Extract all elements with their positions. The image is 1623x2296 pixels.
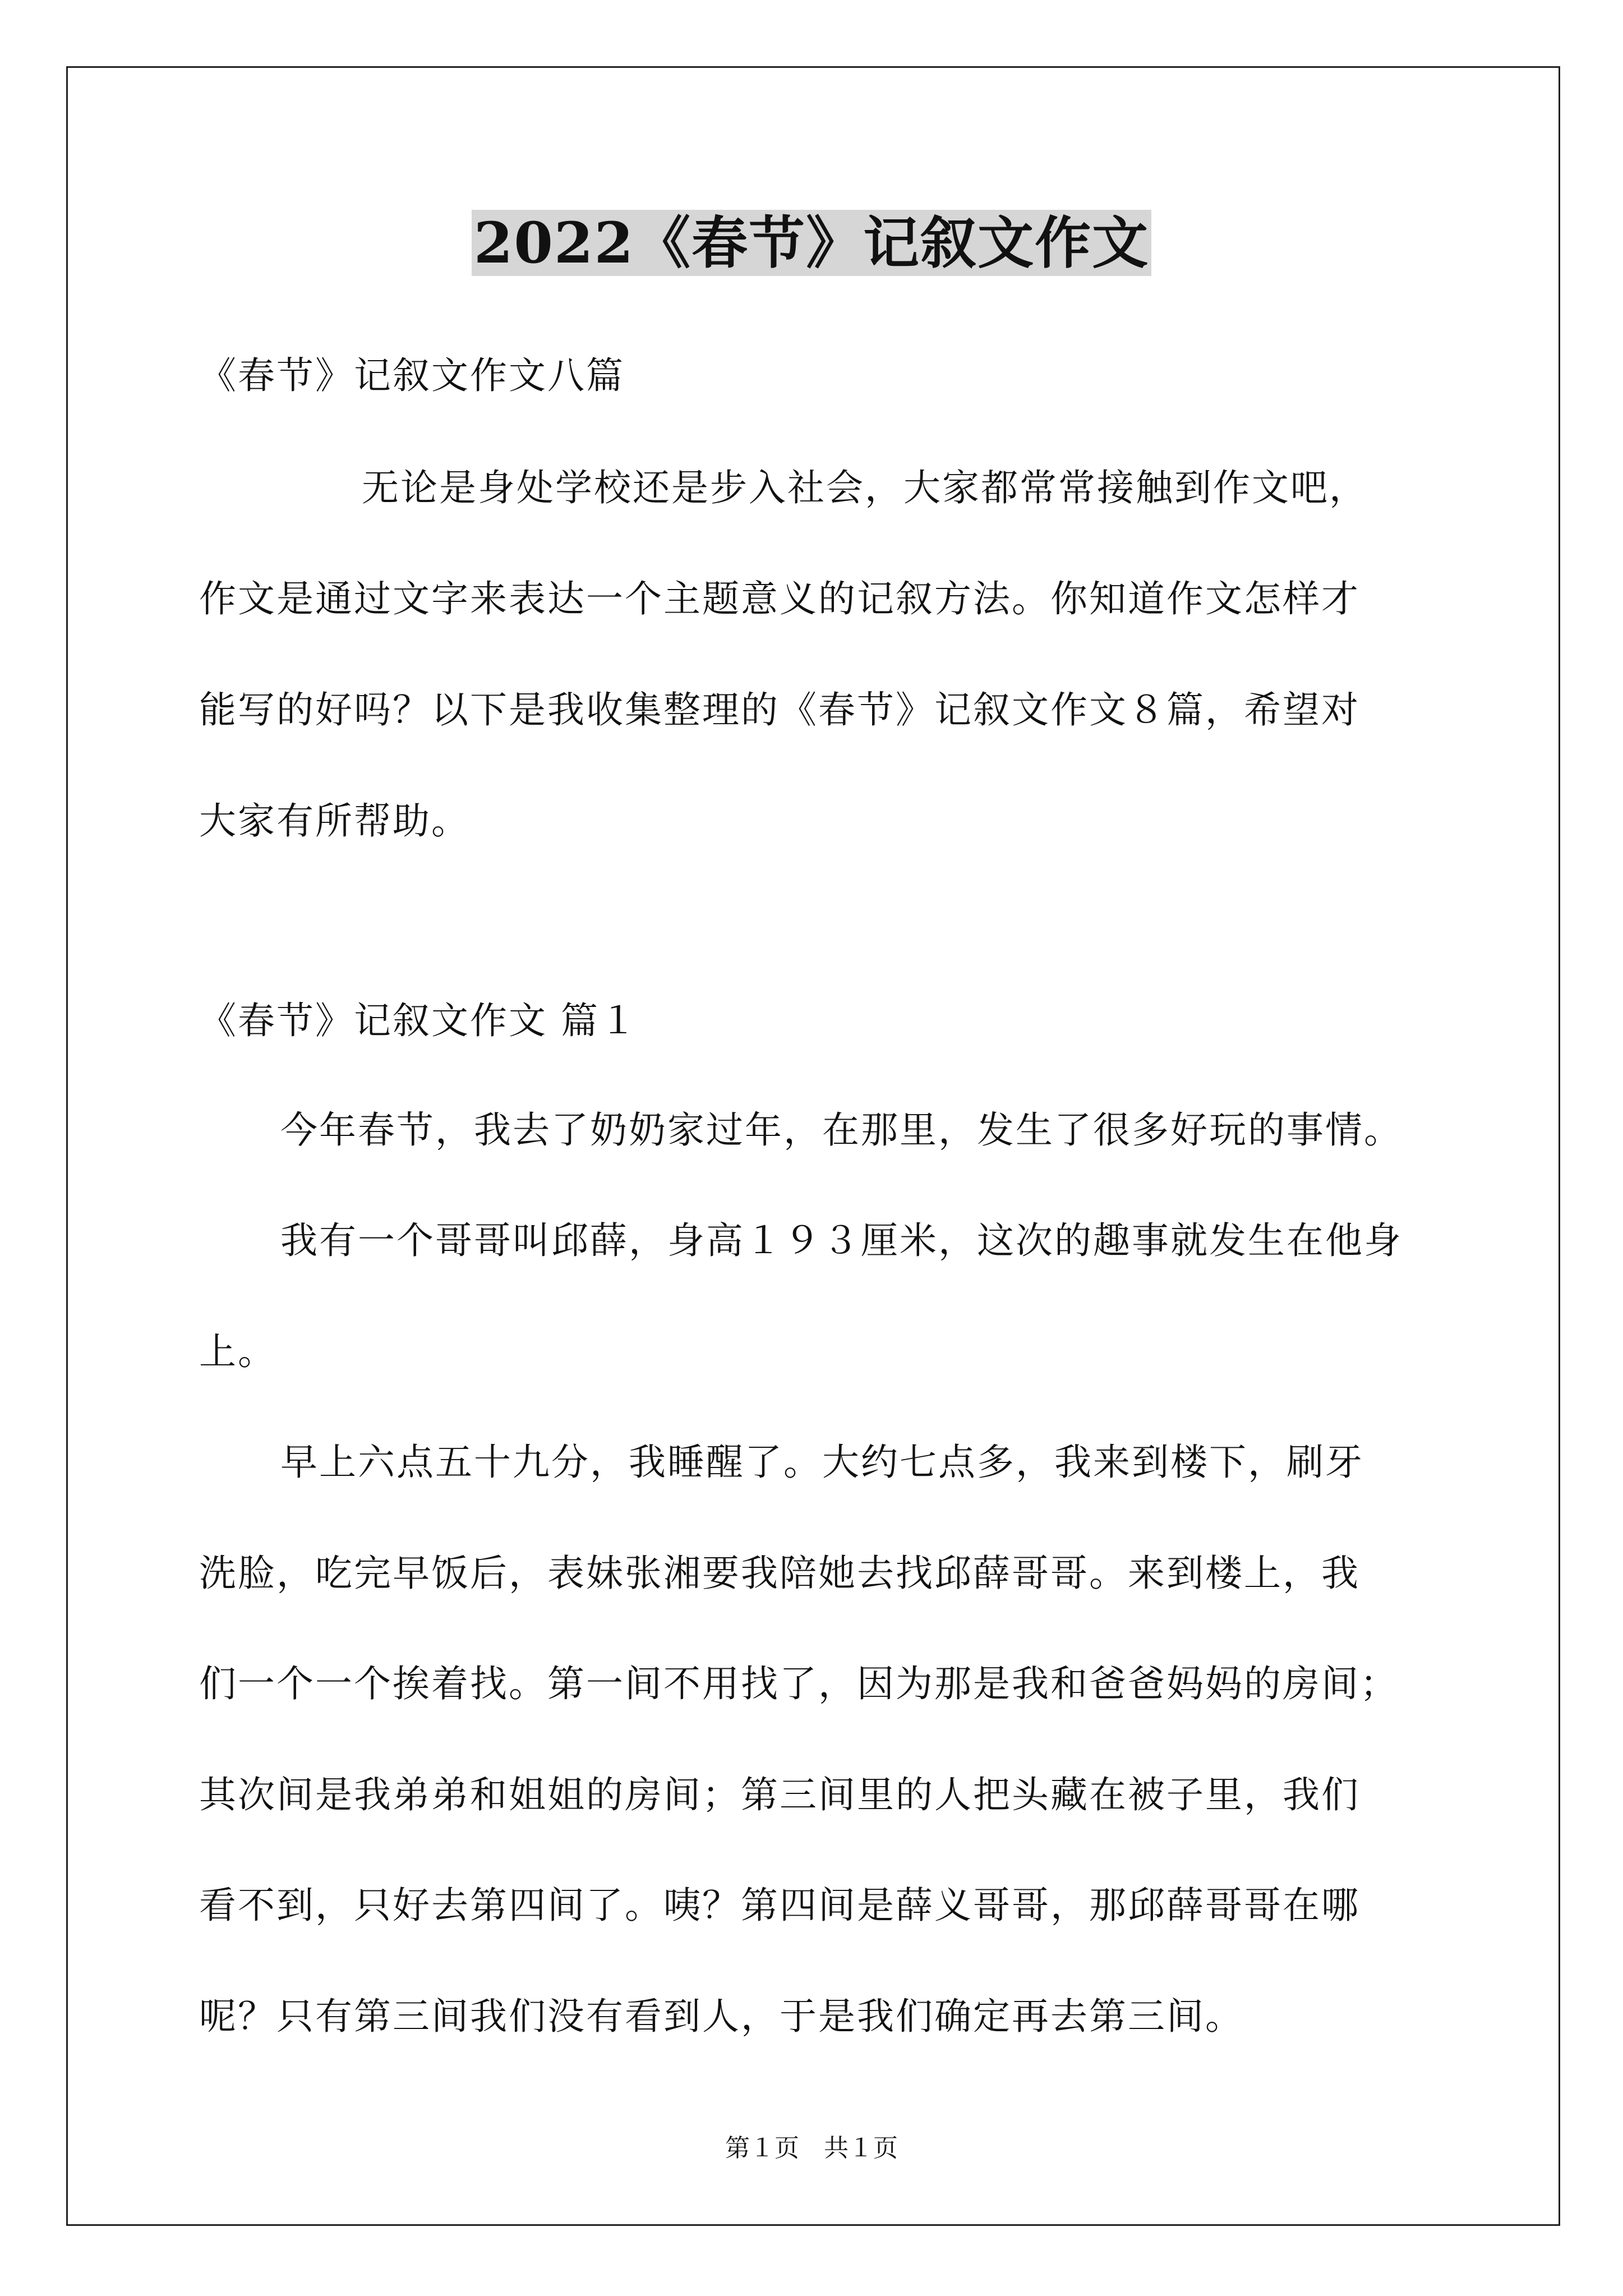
page-footer: 第１页 共１页	[725, 2134, 898, 2162]
body-line: 今年春节，我去了奶奶家过年，在那里，发生了很多好玩的事情。	[280, 1108, 1403, 1152]
body-line: 们一个一个挨着找。第一间不用找了，因为那是我和爸爸妈妈的房间；	[199, 1662, 1399, 1705]
intro-line: 作文是通过文字来表达一个主题意义的记叙方法。你知道作文怎样才	[199, 577, 1360, 620]
body-line: 我有一个哥哥叫邱薛，身高１９３厘米，这次的趣事就发生在他身	[280, 1219, 1403, 1262]
document-title-text: 2022《春节》记叙文作文	[472, 210, 1151, 276]
body-line: 洗脸，吃完早饭后，表妹张湘要我陪她去找邱薛哥哥。来到楼上，我	[199, 1552, 1360, 1595]
body-line: 其次间是我弟弟和姐姐的房间；第三间里的人把头藏在被子里，我们	[199, 1773, 1360, 1816]
document-title	[0, 206, 1623, 279]
intro-line: 能写的好吗？以下是我收集整理的《春节》记叙文作文８篇，希望对	[199, 688, 1360, 731]
body-line: 呢？只有第三间我们没有看到人，于是我们确定再去第三间。	[199, 1995, 1244, 2038]
intro-line: 大家有所帮助。	[199, 799, 470, 843]
intro-line: 无论是身处学校还是步入社会，大家都常常接触到作文吧，	[362, 466, 1368, 509]
section-heading: 《春节》记叙文作文 篇１	[199, 999, 638, 1042]
subtitle: 《春节》记叙文作文八篇	[199, 354, 625, 397]
body-line: 上。	[199, 1330, 276, 1373]
body-line: 早上六点五十九分，我睡醒了。大约七点多，我来到楼下，刷牙	[280, 1441, 1364, 1484]
body-line: 看不到，只好去第四间了。咦？第四间是薛义哥哥，那邱薛哥哥在哪	[199, 1884, 1360, 1927]
